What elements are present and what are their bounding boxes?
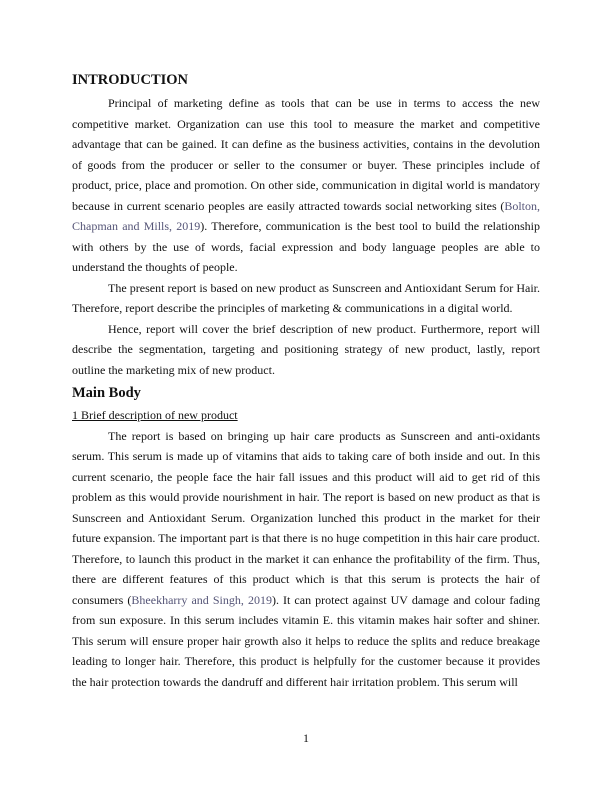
intro-paragraph-3: Hence, report will cover the brief description of new product. Furthermore, report will describe the segmentation, targeting and positioning strategy of new product, lastly, report outline the marketing mix of new product. xyxy=(72,321,540,377)
product-description-subheading: 1 Brief description of new product xyxy=(72,408,238,422)
intro-paragraph-1-text-a: Principal of marketing define as tools that can be use in terms to access the new competitive market. Organization can use this tool to measure the market and competitive advantage that can be gained. It can define as the business activities, contains in the devolution of goods from the producer or seller to the consumer or buyer. These principles include of product, price, place and promotion. On other side, communication in digital world is mandatory because in current scenario peoples are easily attracted towards social networking sites ( xyxy=(72,96,540,213)
main-body-paragraph-1-text-b: ). It can protect against UV damage and colour fading from sun exposure. In this serum includes vitamin E. this vitamin makes hair softer and shiner. This serum will ensure proper hair growth also it helps to reduce the splits and reduce breakage leading to longer hair. Therefore, this product is helpfully for the customer because it provides the hair protection towards the dandruff and different hair irritation problem. This serum will xyxy=(72,592,540,689)
main-body-heading: Main Body xyxy=(72,385,141,401)
intro-paragraph-1-text-b: ). Therefore, communication is the best tool to build the relationship with others by the use of words, facial expression and body language peoples are able to understand the thoughts of people. xyxy=(72,219,540,274)
document-page xyxy=(72,71,540,692)
intro-paragraph-2: The present report is based on new product as Sunscreen and Antioxidant Serum for Hair. Therefore, report describe the principles of marketing & communications in a digital world. xyxy=(72,280,540,315)
page-number: 1 xyxy=(303,731,309,745)
main-body-paragraph-1-text-a: The report is based on bringing up hair care products as Sunscreen and anti-oxidants serum. This serum is made up of vitamins that aids to taking care of both inside and out. In this current scenario, the people face the hair fall issues and this product will aid to get rid of this problem as this would provide nourishment in hair. The report is based on new product as that is Sunscreen and Antioxidant Serum. Organization lunched this product in the market for their future expansion. The important part is that there is no huge competition in this hair care product. Therefore, to launch this product in the market it can enhance the profitability of the firm. Thus, there are different features of this product which is that this serum is protects the hair of consumers ( xyxy=(72,428,540,607)
introduction-heading: INTRODUCTION xyxy=(72,72,189,88)
citation-bheekharry: Bheekharry and Singh, 2019 xyxy=(131,592,272,607)
main-body-paragraph-1 xyxy=(72,426,540,693)
citation-bolton: Bolton, Chapman and Mills, 2019 xyxy=(72,198,540,233)
intro-paragraph-1 xyxy=(72,93,540,278)
